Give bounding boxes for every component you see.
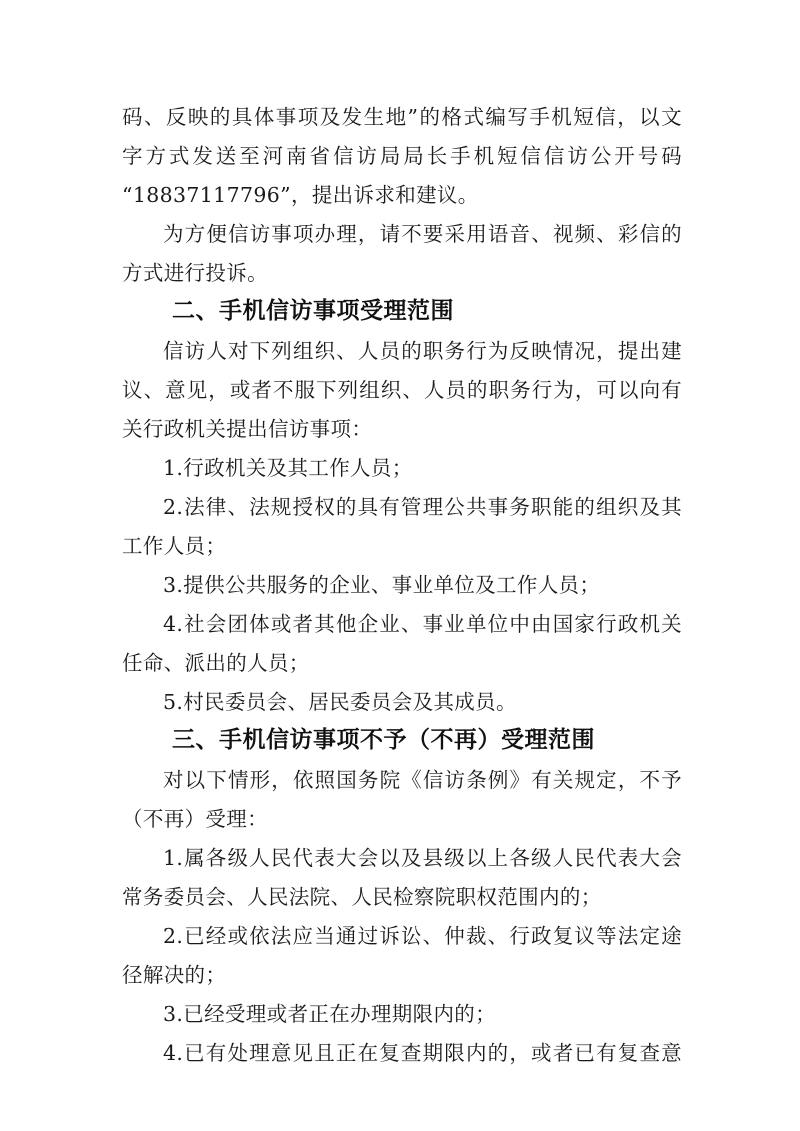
list-item: 1.行政机关及其工作人员； <box>163 456 413 480</box>
section-heading: 三、手机信访事项不予（不再）受理范围 <box>172 727 595 753</box>
body-text-line: 为方便信访事项办理，请不要采用语音、视频、彩信的 <box>163 222 682 246</box>
list-item: 2.法律、法规授权的具有管理公共事务职能的组织及其 <box>163 495 682 519</box>
body-text-line: 方式进行投诉。 <box>122 261 268 285</box>
body-text-line: 对以下情形，依照国务院《信访条例》有关规定，不予 <box>163 768 682 792</box>
list-item: 4.已有处理意见且正在复查期限内的，或者已有复查意 <box>163 1041 682 1065</box>
body-text-line: 任命、派出的人员； <box>122 651 310 675</box>
body-text-line: （不再）受理： <box>122 807 268 831</box>
body-text-line: 信访人对下列组织、人员的职务行为反映情况，提出建 <box>163 339 682 363</box>
body-text-line: “18837117796”，提出诉求和建议。 <box>122 183 479 207</box>
body-text-line: 议、意见，或者不服下列组织、人员的职务行为，可以向有 <box>122 378 682 402</box>
list-item: 3.提供公共服务的企业、事业单位及工作人员； <box>163 573 601 597</box>
list-item: 4.社会团体或者其他企业、事业单位中由国家行政机关 <box>163 612 682 636</box>
body-text-line: 径解决的； <box>122 963 227 987</box>
body-text-line: 工作人员； <box>122 534 227 558</box>
body-text-line: 关行政机关提出信访事项： <box>122 417 373 441</box>
list-item: 1.属各级人民代表大会以及县级以上各级人民代表大会 <box>163 846 682 870</box>
list-item: 5.村民委员会、居民委员会及其成员。 <box>163 690 517 714</box>
list-item: 2.已经或依法应当通过诉讼、仲裁、行政复议等法定途 <box>163 924 682 948</box>
section-heading: 二、手机信访事项受理范围 <box>172 298 454 324</box>
list-item: 3.已经受理或者正在办理期限内的； <box>163 1002 497 1026</box>
body-text-line: 常务委员会、人民法院、人民检察院职权范围内的； <box>122 885 602 909</box>
body-text-line: 字方式发送至河南省信访局局长手机短信信访公开号码 <box>122 144 682 168</box>
body-text-line: 码、反映的具体事项及发生地”的格式编写手机短信，以文 <box>122 105 682 129</box>
